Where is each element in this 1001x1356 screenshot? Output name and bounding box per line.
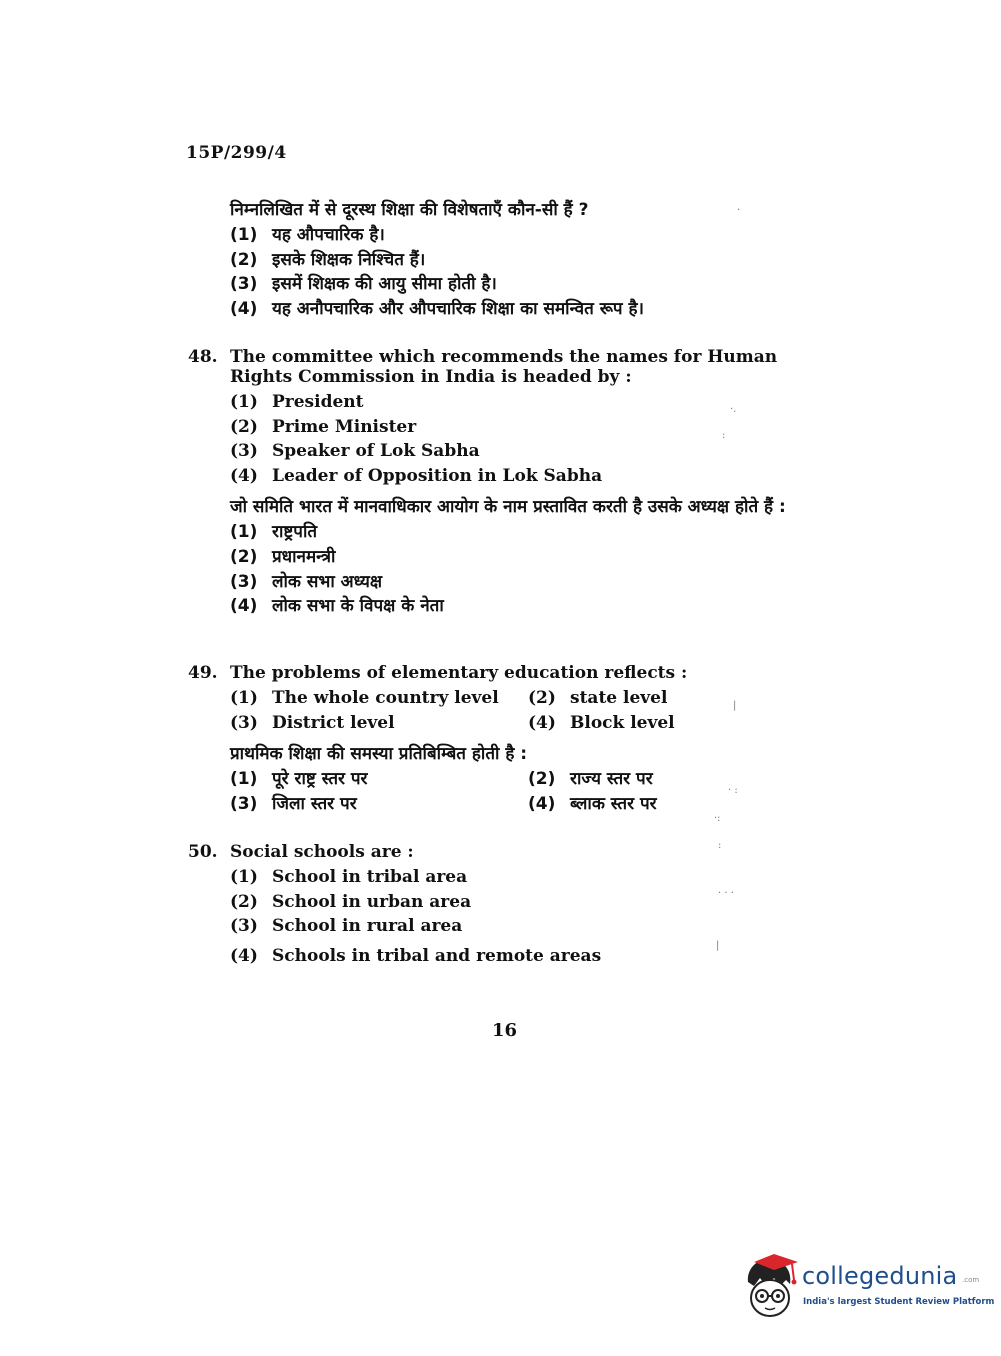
question-text: निम्नलिखित में से दूरस्थ शिक्षा की विशेषताएँ कौन-सी हैं ?	[230, 200, 589, 220]
option-2: (2) इसके शिक्षक निश्चित हैं।	[230, 249, 426, 270]
brand-tagline: India's largest Student Review Platform	[803, 1297, 995, 1307]
question-50	[188, 842, 820, 968]
option-1-hindi: (1) पूरे राष्ट्र स्तर पर	[230, 769, 368, 790]
option-3: (3) District level	[230, 712, 395, 733]
brand-suffix: .com	[962, 1276, 980, 1284]
scan-speck: |	[716, 940, 720, 951]
option-1: (1) President	[230, 392, 364, 412]
question-number: 48.	[188, 347, 218, 367]
question-text-hindi: जो समिति भारत में मानवाधिकार आयोग के नाम प्रस्तावित करती है उसके अध्यक्ष होते हैं :	[230, 497, 786, 518]
scan-speck: ·	[737, 205, 741, 216]
option-3: (3) School in rural area	[230, 916, 463, 937]
option-3-hindi: (3) लोक सभा अध्यक्ष	[230, 571, 383, 592]
option-1: (1) The whole country level	[230, 688, 499, 708]
scan-speck: ·:	[714, 813, 721, 824]
options-list	[230, 390, 830, 488]
collegedunia-watermark	[740, 1252, 995, 1322]
scan-speck: :	[722, 430, 726, 441]
option-2: (2) School in urban area	[230, 891, 472, 912]
options-grid	[230, 686, 830, 735]
scan-speck: · · ·	[718, 888, 734, 899]
option-2: (2) Prime Minister	[230, 416, 417, 437]
option-4-hindi: (4) ब्लाक स्तर पर	[528, 793, 657, 814]
option-1-hindi: (1) राष्ट्रपति	[230, 522, 318, 543]
option-4: (4) यह अनौपचारिक और औपचारिक शिक्षा का समन्वित रूप है।	[230, 298, 644, 319]
question-number: 50.	[188, 842, 218, 862]
scan-speck: |	[733, 700, 737, 711]
scan-speck: · :	[728, 785, 738, 796]
options-list-hindi	[230, 520, 830, 618]
mascot-icon	[740, 1252, 800, 1322]
option-1: (1) यह औपचारिक है।	[230, 225, 385, 245]
option-3: (3) इसमें शिक्षक की आयु सीमा होती है।	[230, 274, 497, 295]
option-2-hindi: (2) प्रधानमन्त्री	[230, 546, 336, 567]
question-text-hindi: प्राथमिक शिक्षा की समस्या प्रतिबिम्बित होती है :	[230, 744, 528, 765]
option-4-hindi: (4) लोक सभा के विपक्ष के नेता	[230, 596, 444, 617]
option-2: (2) state level	[528, 688, 668, 708]
option-4: (4) Block level	[528, 712, 675, 733]
brand-name: collegedunia	[802, 1262, 958, 1290]
scan-speck: ·.	[730, 404, 737, 415]
options-grid-hindi	[230, 767, 830, 816]
question-text: The committee which recommends the names for Human Rights Commission in India is headed by :	[230, 347, 778, 387]
question-48	[188, 347, 830, 619]
option-4: (4) Leader of Opposition in Lok Sabha	[230, 465, 603, 486]
question-text: The problems of elementary education reflects :	[230, 663, 688, 683]
options-list	[230, 223, 830, 321]
option-4: (4) Schools in tribal and remote areas	[230, 945, 602, 966]
option-2-hindi: (2) राज्य स्तर पर	[528, 769, 653, 790]
options-list	[230, 865, 820, 968]
paper-code: 15P/299/4	[186, 143, 287, 163]
question-text: Social schools are :	[230, 842, 414, 862]
option-3-hindi: (3) जिला स्तर पर	[230, 793, 357, 814]
question-47-hindi	[188, 200, 830, 321]
question-number: 49.	[188, 663, 218, 683]
option-3: (3) Speaker of Lok Sabha	[230, 441, 480, 462]
scan-speck: :	[718, 840, 722, 851]
option-1: (1) School in tribal area	[230, 867, 468, 887]
page-number: 16	[492, 1020, 518, 1041]
